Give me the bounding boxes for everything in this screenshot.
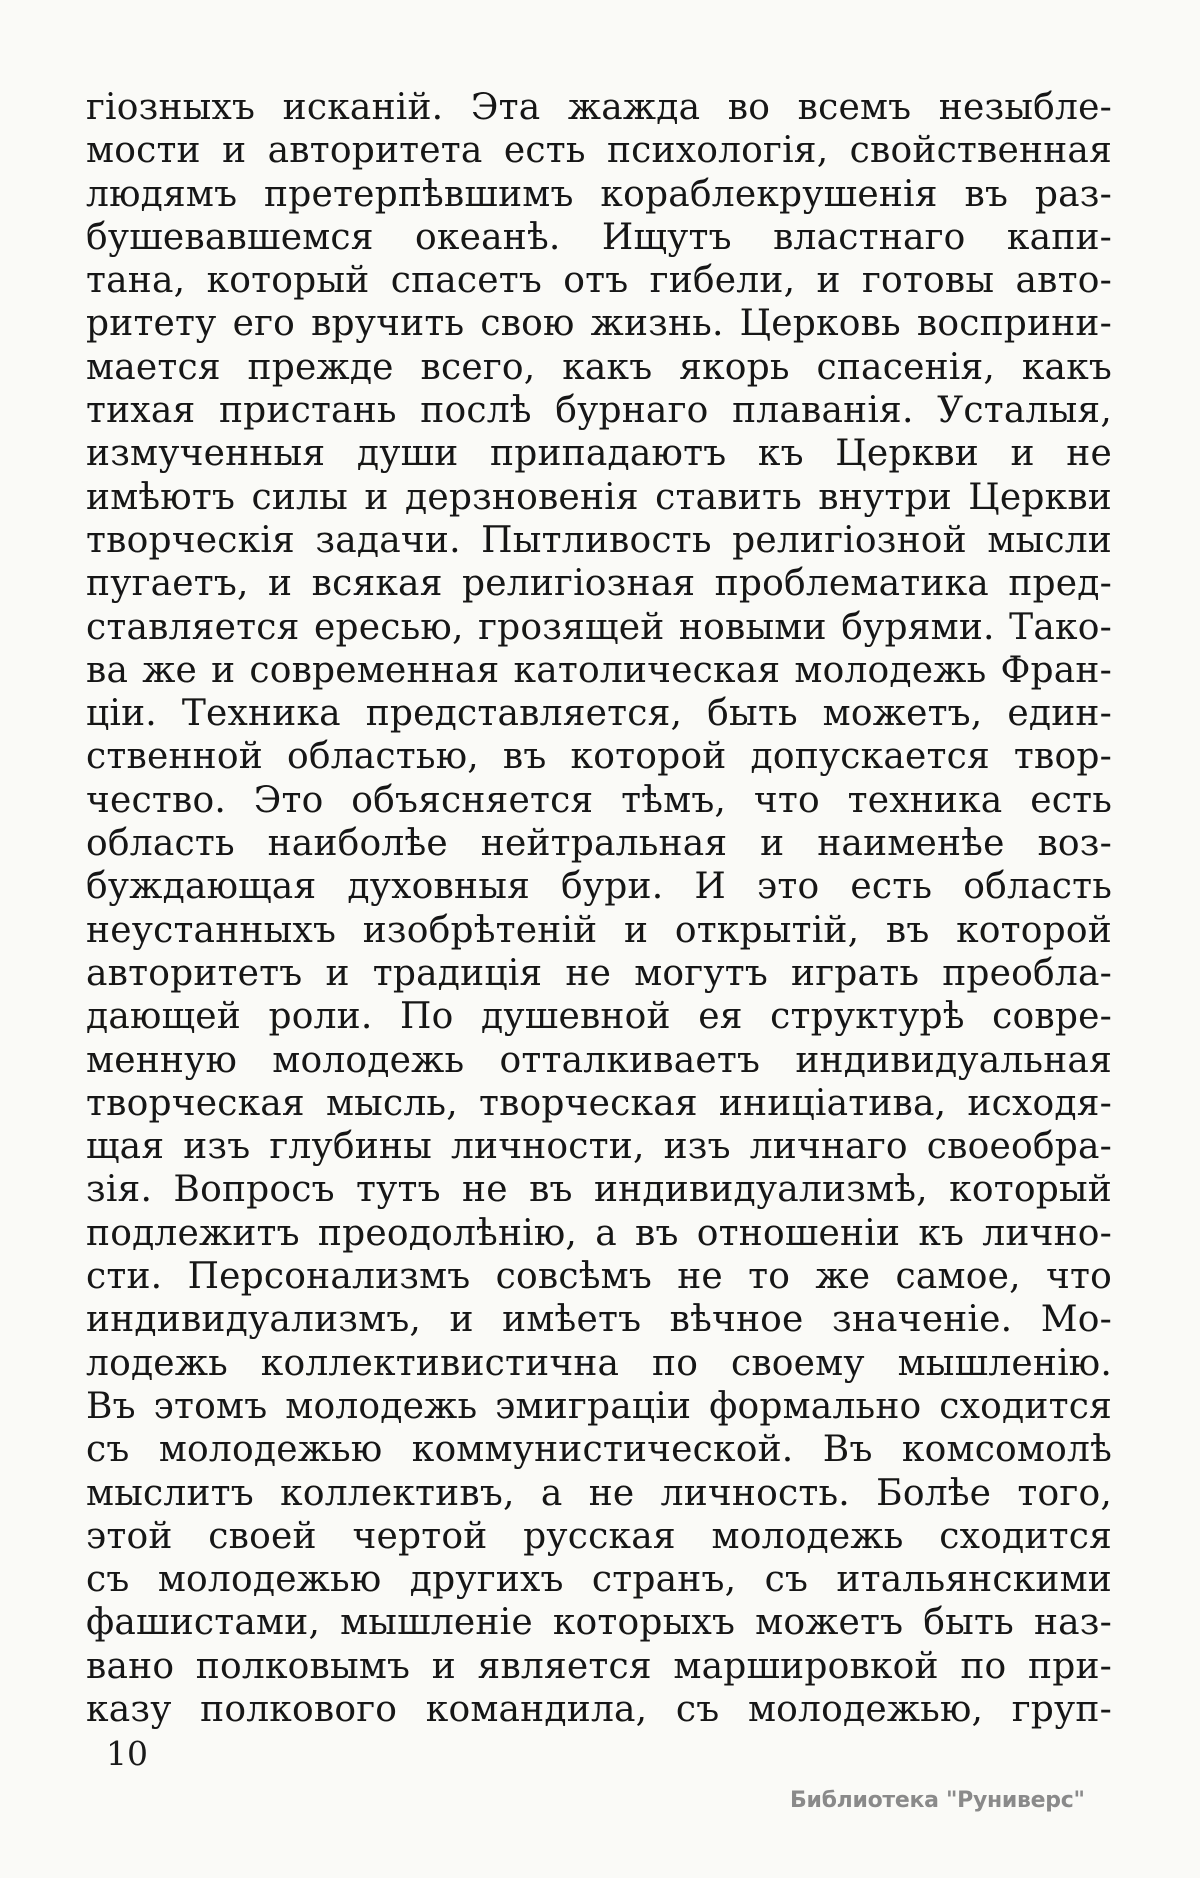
text-line: Въ этомъ молодежь эмиграціи формально сходится: [86, 1385, 1112, 1427]
text-line: казу полкового командила, съ молодежью, груп-: [86, 1688, 1112, 1730]
text-line: область наиболѣе нейтральная и наименѣе воз-: [86, 823, 1112, 865]
text-line: измученныя души припадаютъ къ Церкви и не: [86, 433, 1112, 475]
text-line: гіозныхъ исканій. Эта жажда во всемъ незыбле-: [86, 87, 1112, 128]
text-line: ва же и современная католическая молодежь Фран-: [86, 649, 1112, 691]
text-line: тихая пристань послѣ бурнаго плаванія. Усталыя,: [86, 390, 1112, 432]
text-line: пугаетъ, и всякая религіозная проблематика пред-: [86, 563, 1112, 605]
text-line: фашистами, мышленіе которыхъ можетъ быть наз-: [86, 1602, 1112, 1644]
text-line: бушевавшемся океанѣ. Ищутъ властнаго капи-: [86, 216, 1112, 258]
text-line: щая изъ глубины личности, изъ личнаго своеобра-: [86, 1126, 1112, 1168]
text-line: тана, который спасетъ отъ гибели, и готовы авто-: [86, 260, 1112, 302]
text-line: этой своей чертой русская молодежь сходится: [86, 1515, 1112, 1557]
page-number: 10: [106, 1734, 148, 1773]
text-line: съ молодежью другихъ странъ, съ итальянскими: [86, 1559, 1112, 1601]
text-line: мается прежде всего, какъ якорь спасенія, какъ: [86, 346, 1112, 388]
text-line: мыслитъ коллективъ, а не личность. Болѣе того,: [86, 1472, 1112, 1514]
text-line: имѣютъ силы и дерзновенія ставить внутри Церкви: [86, 476, 1112, 518]
text-line: творческая мысль, творческая иниціатива, исходя-: [86, 1082, 1112, 1124]
text-line: ціи. Техника представляется, быть можетъ, един-: [86, 693, 1112, 735]
text-line: дающей роли. По душевной ея структурѣ совре-: [86, 996, 1112, 1038]
text-line: буждающая духовныя бури. И это есть область: [86, 866, 1112, 908]
text-line: вано полковымъ и является маршировкой по при-: [86, 1645, 1112, 1687]
text-line: лодежь коллективистична по своему мышленію.: [86, 1342, 1112, 1384]
text-line: творческія задачи. Пытливость религіозной мысли: [86, 519, 1112, 561]
text-line: зія. Вопросъ тутъ не въ индивидуализмѣ, который: [86, 1169, 1112, 1211]
text-block: [86, 86, 1112, 1731]
text-line: ритету его вручить свою жизнь. Церковь восприни-: [86, 303, 1112, 345]
text-line: ственной областью, въ которой допускается твор-: [86, 736, 1112, 778]
text-line: съ молодежью коммунистической. Въ комсомолѣ: [86, 1429, 1112, 1471]
text-line: ставляется ересью, грозящей новыми бурями. Тако-: [86, 606, 1112, 648]
text-line: чество. Это объясняется тѣмъ, что техника есть: [86, 779, 1112, 821]
library-watermark: Библиотека "Руниверс": [790, 1788, 1085, 1813]
text-line: сти. Персонализмъ совсѣмъ не то же самое, что: [86, 1256, 1112, 1298]
text-line: людямъ претерпѣвшимъ кораблекрушенія въ раз-: [86, 173, 1112, 215]
text-line: индивидуализмъ, и имѣетъ вѣчное значеніе. Мо-: [86, 1299, 1112, 1341]
text-line: менную молодежь отталкиваетъ индивидуальная: [86, 1039, 1112, 1081]
text-line: подлежитъ преодолѣнію, а въ отношеніи къ лично-: [86, 1212, 1112, 1254]
text-line: мости и авторитета есть психологія, свойственная: [86, 130, 1112, 172]
text-line: авторитетъ и традиція не могутъ играть преобла-: [86, 952, 1112, 994]
text-line: неустанныхъ изобрѣтеній и открытій, въ которой: [86, 909, 1112, 951]
